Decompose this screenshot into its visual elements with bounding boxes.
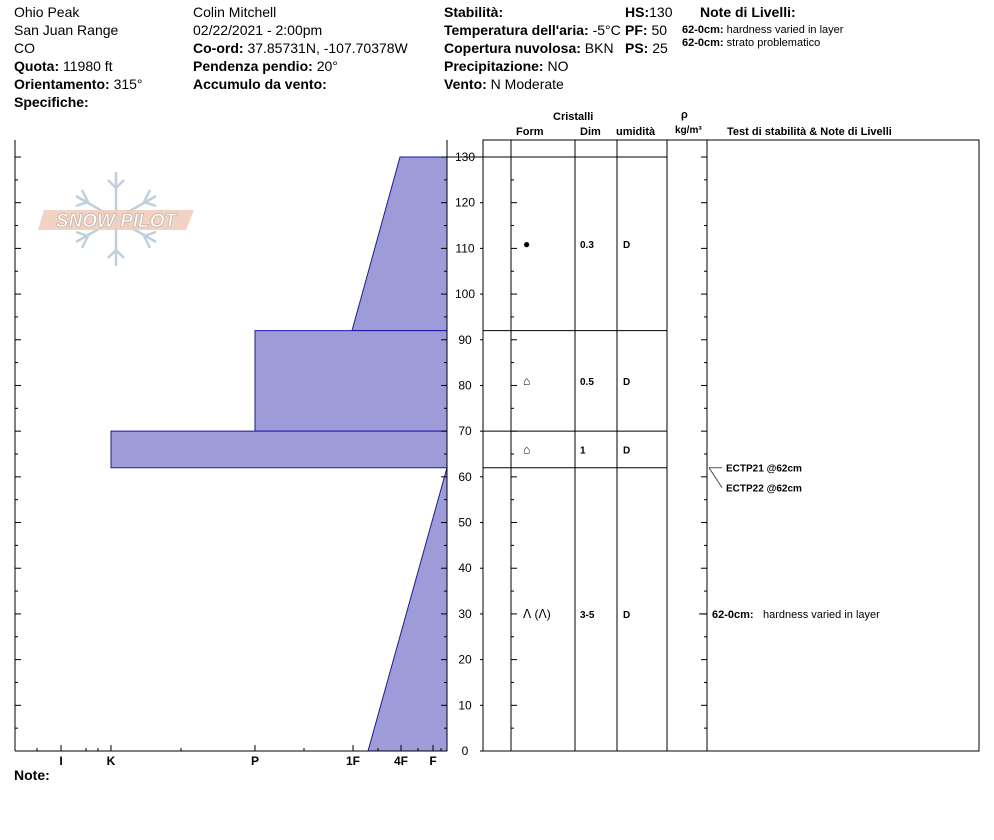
x-tick-label: P [250,754,260,768]
air-temp-value: -5°C [592,22,621,38]
y-tick-label: 80 [458,378,472,393]
test-arrow [709,468,722,488]
slope-label: Pendenza pendio: [193,58,313,74]
coord-value: 37.85731N, -107.70378W [247,40,408,56]
y-tick-label: 40 [458,561,472,576]
elevation-value: 11980 ft [63,58,113,74]
cloud-value: BKN [584,40,614,56]
layer-notes-title: Note di Livelli: [700,4,796,20]
moisture-value: D [623,239,631,251]
wind-loading-label: Accumulo da vento: [193,76,327,92]
observer-name: Colin Mitchell [193,4,277,20]
tests-header: Test di stabilità & Note di Livelli [727,126,892,138]
crystal-form-icon: ● [523,236,531,251]
aspect-value: 315° [113,76,143,92]
crystal-size: 0.5 [580,376,594,388]
logo-text: SNOW PILOT [55,211,177,232]
hs-value: 130 [649,4,673,20]
range-name: San Juan Range [14,22,119,38]
location-name: Ohio Peak [14,4,80,20]
x-tick-label: I [59,754,63,768]
y-tick-label: 50 [458,515,472,530]
density-unit: kg/m³ [675,125,702,136]
air-temp-label: Temperatura dell'aria: [444,22,589,38]
x-tick-label: 1F [345,754,361,768]
moisture-header: umidità [616,126,656,138]
wind-label: Vento: [444,76,487,92]
y-tick-label: 90 [458,332,472,347]
notes-label: Note: [14,767,50,783]
crystals-header: Cristalli [553,111,594,123]
layer-note-range: 62-0cm: [712,608,754,621]
slope-value: 20° [316,58,338,74]
y-tick-label: 70 [458,424,472,439]
size-header: Dim [580,126,601,138]
density-symbol: ρ [681,109,688,121]
y-tick-label: 20 [458,652,472,667]
layer-row [523,442,630,456]
crystal-form-icon: ⌂ [523,442,531,457]
crystal-size: 1 [580,445,586,457]
layer-note-range: 62-0cm: [682,24,724,36]
y-tick-label: 10 [458,698,472,713]
y-tick-label: 0 [461,744,469,758]
coord-label: Co-ord: [193,40,244,56]
layer-note-text: hardness varied in layer [726,24,844,36]
crystal-form-icon: ᐱ (ᐱ) [523,606,551,621]
wind-value: N Moderate [490,76,564,92]
observation-datetime: 02/22/2021 - 2:00pm [193,22,323,38]
aspect-label: Orientamento: [14,76,110,92]
crystal-size: 0.3 [580,239,594,251]
layer-note-text: hardness varied in layer [763,608,880,621]
moisture-value: D [623,376,631,388]
hs-label: HS: [625,4,650,20]
layer-row [523,374,630,388]
crystal-size: 3-5 [580,609,595,621]
pf-value: 50 [651,22,668,38]
y-tick-label: 100 [454,287,476,302]
layer-row [523,607,630,621]
table-frame [483,140,979,751]
layer-note-text: strato problematico [726,37,821,49]
x-tick-label: 4F [393,754,409,768]
stability-test-label: ECTP22 @62cm [726,483,802,495]
moisture-value: D [623,609,631,621]
elevation-label: Quota: [14,58,60,74]
pf-label: PF: [625,22,648,38]
crystal-form-icon: ⌂ [523,373,531,388]
y-tick-label: 110 [455,241,475,256]
precip-value: NO [547,58,569,74]
state-name: CO [14,40,35,56]
x-tick-label: K [106,754,116,768]
layer-note-range: 62-0cm: [682,37,724,49]
y-tick-label: 120 [454,195,476,210]
layer-row [523,237,630,251]
stability-label: Stabilità: [444,4,504,20]
ps-value: 25 [652,40,668,56]
y-tick-label: 130 [454,150,476,164]
x-tick-label: F [429,754,437,768]
y-tick-label: 60 [458,469,472,484]
cloud-label: Copertura nuvolosa: [444,40,581,56]
specifics-label: Specifiche: [14,94,89,110]
ps-label: PS: [625,40,649,56]
moisture-value: D [623,445,631,457]
y-tick-label: 30 [458,606,472,621]
form-header: Form [516,126,544,138]
stability-test-label: ECTP21 @62cm [726,463,802,475]
precip-label: Precipitazione: [444,58,544,74]
